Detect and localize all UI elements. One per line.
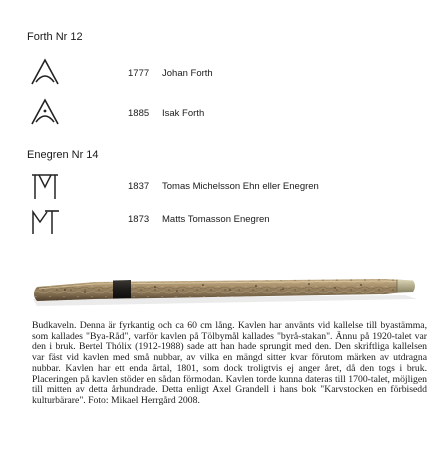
entry-year: 1837 [128, 181, 150, 192]
forth-mark-a-dot-icon [30, 97, 60, 127]
caption-text: Budkaveln. Denna är fyrkantig och ca 60 cm lång. Kavlen har använts vid kallelse till byastämma, som kallades "Bya-Råd", varför kavlen på Tölbymål kallades "byrå-stakan". Ännu på 1920-talet var den i bruk. Bertel Thólix (1912-1988) sade att han hade sprungit med den. Den skriftliga kallelsen var fäst vid kavlen med små nubbar, av vilka en mängd sitter kvar förutom märken av utdragna nubbar. Kavlen har ett enda årtal, 1801, som dock troligtvis ej anger året, då den togs i bruk. Placeringen på kavlen stöder en sådan förmodan. Kavlen torde kunna dateras till 1700-talet, möjligen till mitten av detta århundrade. Detta enligt Axel Grandell i hans bok "Karvstocken en förbisedd kulturbärare". Foto: Mikael Herrgård 2008. [32, 320, 427, 406]
entry-name: Isak Forth [162, 108, 205, 119]
enegren-mark-mt-icon [30, 206, 60, 236]
enegren-mark-tm-icon [30, 171, 60, 201]
section-heading-forth: Forth Nr 12 [27, 31, 83, 43]
entry-year: 1885 [128, 108, 150, 119]
entry-year: 1873 [128, 214, 150, 225]
forth-mark-a-icon [30, 57, 60, 87]
entry-year: 1777 [128, 68, 150, 79]
entry-name: Johan Forth [162, 68, 213, 79]
entry-name: Matts Tomasson Enegren [162, 214, 270, 225]
entry-name: Tomas Michelsson Ehn eller Enegren [162, 181, 319, 192]
budkavel-photo-icon [25, 265, 425, 315]
section-heading-enegren: Enegren Nr 14 [27, 149, 99, 161]
